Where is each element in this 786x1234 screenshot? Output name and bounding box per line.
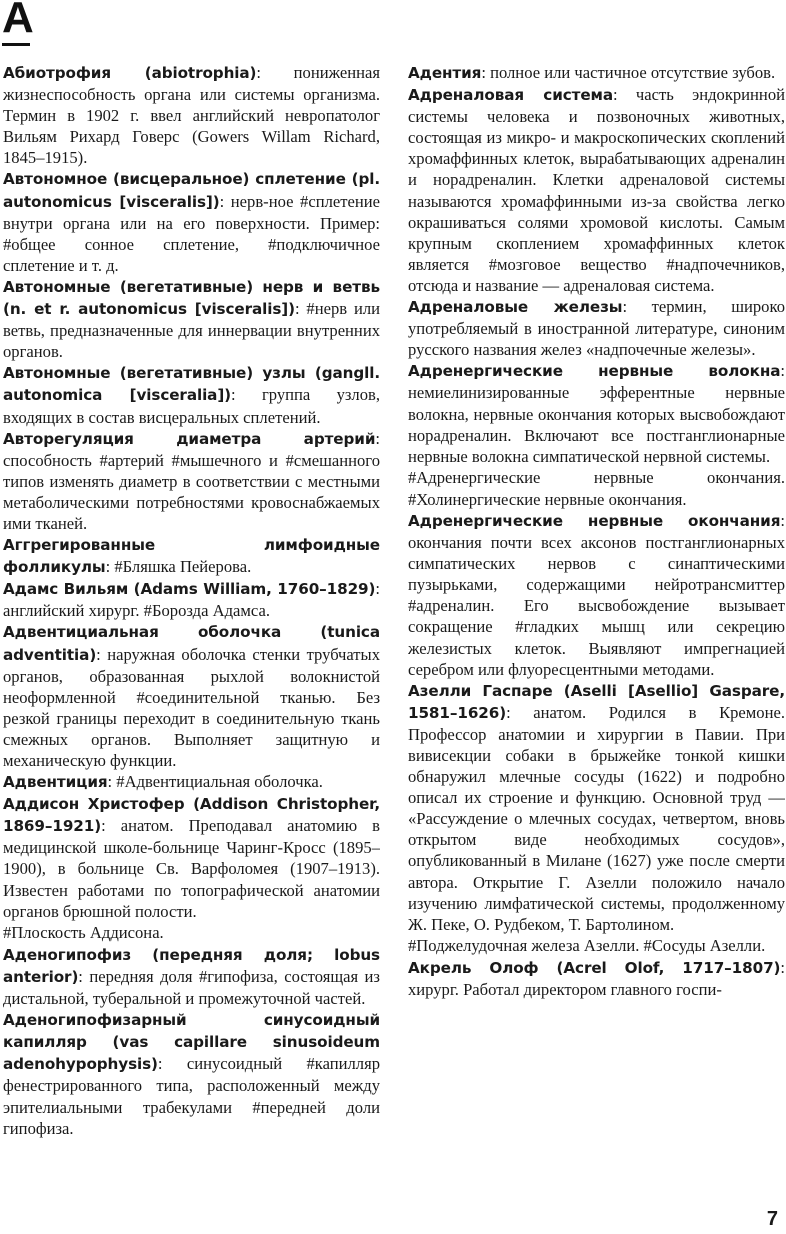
entry-definition: : #нерв или ветвь, предназначенные для иннервации внутренних органов.: [3, 299, 380, 362]
entry-definition: : анатом. Преподавал анатомию в медицинской школе-больнице Чаринг-Кросс (1895–1900), в больнице Св. Варфоломея (1907–1913). Известен работами по топографической анатомии органов брюшной полости.: [3, 816, 380, 921]
entry-term: Авторегуляция диаметра артерий: [3, 429, 376, 448]
dictionary-entry: [3, 276, 380, 362]
dictionary-entry: [408, 957, 785, 1000]
dictionary-entry: [3, 428, 380, 534]
entry-term: Аденогипофиз (передняя доля; lobus anterior): [3, 945, 380, 986]
entry-definition: #Поджелудочная железа Азелли. #Сосуды Азелли.: [408, 935, 766, 955]
entry-definition: : окончания почти всех аксонов постганглионарных симпатических нервов с синаптическими пузырьками, содержащими нейротрансмиттер #адреналин. Его высвобождение вызывает сокращение #гладких мышц или секрецию железистых клеток. Выявляют импрегнацией серебром или флуоресцентными методами.: [408, 510, 785, 679]
entry-definition: : синусоидный #капилляр фенестрированного типа, расположенный между эпителиальными трабекулами #передней доли гипофиза.: [3, 1054, 380, 1138]
entry-term: Адреналовые железы: [408, 298, 623, 317]
entry-term: Аденогипофизарный синусоидный капилляр (vas capillare sinusoideum adenohypophysis): [3, 1011, 380, 1074]
dictionary-entry: [408, 84, 785, 296]
entry-definition: : способность #артерий #мышечного и #смешанного типов изменять диаметр в соответствии с местными метаболическими потребностями кровоснабжаемых ими тканей.: [3, 428, 380, 533]
entry-term: Акрель Олоф (Acrel Olof, 1717–1807): [408, 958, 781, 977]
dictionary-entry: [3, 362, 380, 427]
entry-definition: : немиелинизированные эфферентные нервные волокна, нервные окончания которых высвобождают норадреналин. Включают все постганглионарные нервные волокна симпатической нервной системы.: [408, 361, 785, 466]
section-letter-underline: [2, 43, 30, 46]
left-column: [3, 62, 380, 1212]
entry-definition: : пониженная жизнеспособность органа или системы организма. Термин в 1902 г. ввел английский невропатолог Вильям Рихард Говерс (Gowers Willam Richard, 1845–1915).: [3, 63, 380, 168]
cross-reference-line: [408, 467, 785, 510]
entry-term: Аддисон Христофер (Addison Christopher, 1869–1921): [3, 795, 380, 836]
dictionary-entry: [3, 1009, 380, 1139]
entry-definition: #Адренергические нервные окончания. #Холинергические нервные окончания.: [408, 467, 785, 509]
cross-reference-line: [3, 922, 380, 944]
entry-term: Адренергические нервные волокна: [408, 362, 781, 381]
entry-term: Адвентиция: [3, 773, 108, 792]
entry-definition: : группа узлов, входящих в состав висцеральных сплетений.: [3, 385, 380, 427]
dictionary-entry: [408, 680, 785, 935]
entry-term: Аггрегированные лимфоидные фолликулы: [3, 536, 380, 577]
cross-reference-line: [408, 935, 785, 957]
entry-term: Автономные (вегетативные) нерв и ветвь (n. et r. autonomicus [visceralis]): [3, 277, 380, 319]
entry-term: Азелли Гаспаре (Aselli [Asellio] Gaspare, 1581–1626): [408, 681, 785, 722]
entry-definition: : термин, широко употребляемый в иностранной литературе, синоним русского названия желез «надпочечные железы».: [408, 297, 785, 360]
entry-term: Адамс Вильям (Adams William, 1760–1829): [3, 580, 376, 599]
dictionary-entry: [3, 168, 380, 275]
entry-term: Адреналовая система: [408, 86, 614, 105]
dictionary-entry: [3, 534, 380, 578]
entry-definition: : #Адвентициальная оболочка.: [107, 772, 323, 792]
entry-definition: : часть эндокринной системы человека и позвоночных животных, состоящая из микро- и макроскопических скоплений хромаффинных клеток, вырабатывающих адреналин и норадреналин. Клетки адреналовой системы называются хромаффинными из-за свойства легко окрашиваться солями хромовой кислоты. Самым крупным скоплением хромаффинных клеток является #мозговое вещество #надпочечников, отсюда и название — адреналовая система.: [408, 85, 785, 295]
entry-term: Адентия: [408, 64, 482, 82]
right-column: [408, 62, 785, 1212]
entry-definition: : полное или частичное отсутствие зубов.: [481, 63, 776, 82]
dictionary-entry: [408, 62, 785, 84]
entry-term: Адвентициальная оболочка (tunica adventitia): [3, 623, 380, 664]
dictionary-entry: [3, 944, 380, 1009]
page-number: 7: [766, 1208, 778, 1230]
dictionary-entry: [408, 510, 785, 680]
entry-definition: : передняя доля #гипофиза, состоящая из дистальной, туберальной и промежуточной частей.: [3, 966, 380, 1009]
dictionary-entry: [3, 578, 380, 621]
section-letter: А: [2, 0, 34, 42]
entry-definition: #Плоскость Аддисона.: [3, 922, 164, 942]
entry-definition: : нерв-ное #сплетение внутри органа или на его поверхности. Пример: #общее сонное сплетение, #подключичное сплетение и т. д.: [3, 191, 380, 275]
entry-definition: : английский хирург. #Борозда Адамса.: [3, 579, 380, 621]
dictionary-entry: [3, 621, 380, 771]
entry-definition: : хирург. Работал директором главного госпи-: [408, 957, 785, 1000]
dictionary-entry: [408, 360, 785, 466]
entry-term: Абиотрофия (abiotrophia): [3, 64, 257, 82]
dictionary-entry: [3, 62, 380, 168]
entry-definition: : наружная оболочка стенки трубчатых органов, образованная рыхлой волокнистой неоформленной #соединительной тканью. Без резкой границы переходит в соединительную ткань смежных органов. Выполняет защитную и механическую функции.: [3, 644, 380, 770]
dictionary-entry: [3, 793, 380, 922]
entry-term: Автономное (висцеральное) сплетение (pl. autonomicus [visceralis]): [3, 170, 380, 211]
dictionary-entry: [3, 771, 380, 793]
entry-definition: : анатом. Родился в Кремоне. Профессор анатомии и хирургии в Павии. При вивисекции собаки в брыжейке тонкой кишки обнаружил млечные сосуды (1622) и подробно описал их строение и функцию. Основной труд — «Рассуждение о млечных сосудах, четвертом, вновь открытом виде необходимых сосудов», опубликованный в Милане (1627) уже после смерти автора. Открытие Г. Азелли положило начало изучению лимфатической системы, продолженному Ж. Пеке, О. Рудбеком, Т. Бартолином.: [408, 702, 785, 934]
entry-definition: : #Бляшка Пейерова.: [105, 557, 252, 577]
entry-term: Адренергические нервные окончания: [408, 511, 781, 530]
dictionary-entry: [408, 296, 785, 360]
entry-term: Автономные (вегетативные) узлы (gangll. autonomica [visceralia]): [3, 364, 380, 405]
